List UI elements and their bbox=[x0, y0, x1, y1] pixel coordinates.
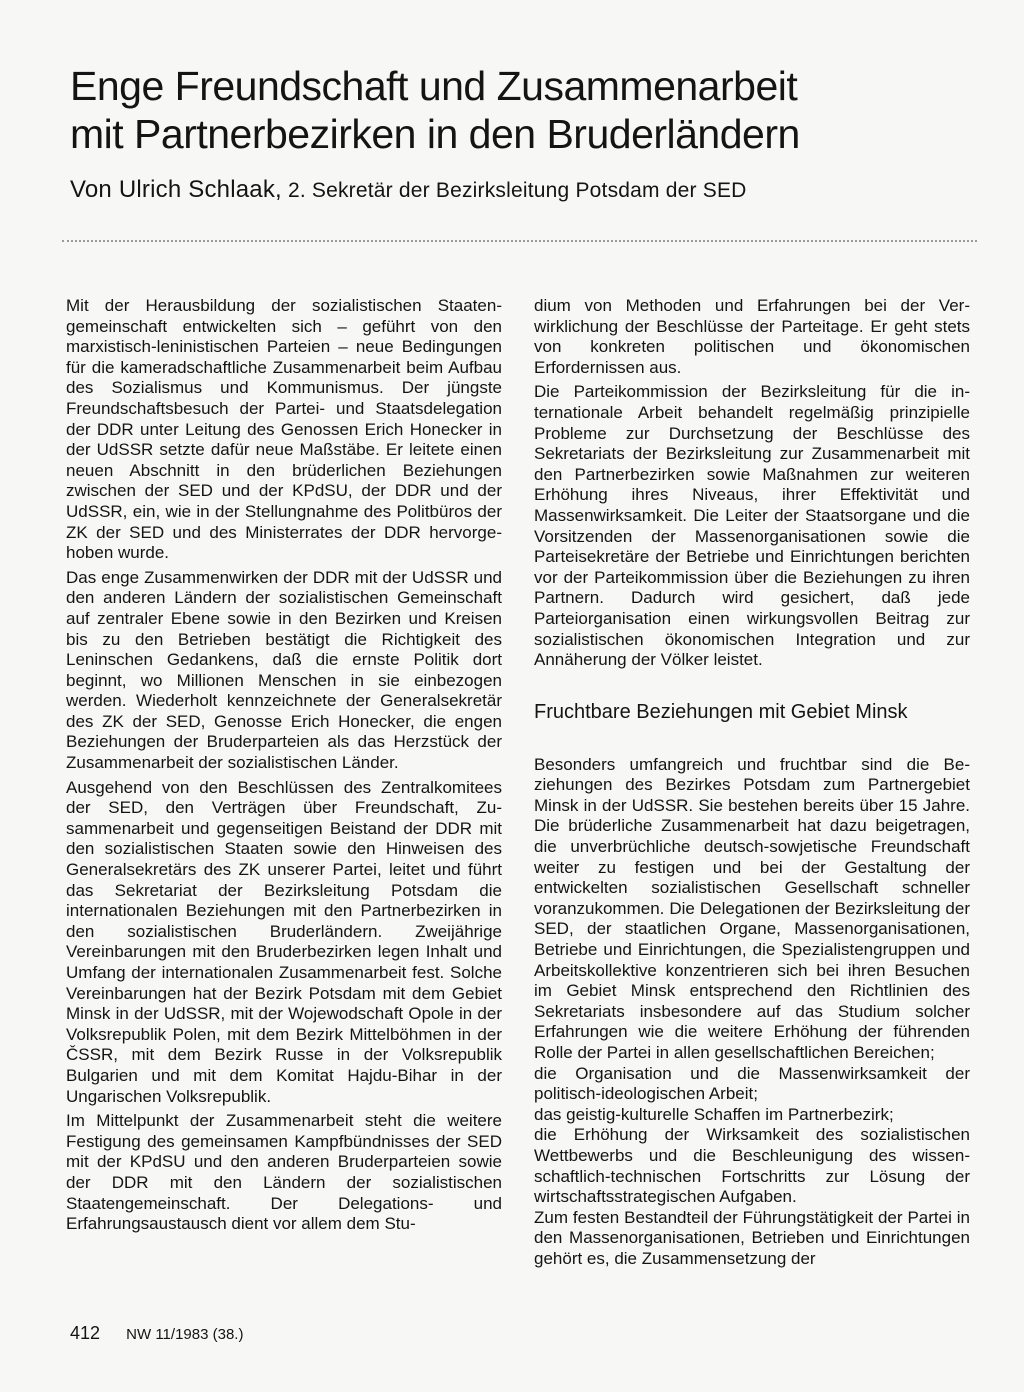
page-number: 412 bbox=[70, 1323, 101, 1343]
paragraph: Mit der Herausbildung der sozialistischen Staatengemeinschaft entwickelten sich – geführt von den marxistisch-leninistischen Parteien – neue Bedingungen für die kameradschaftliche Zusammenarbeit beim Aufbau des Sozialismus und Kommunismus. Der jüngste Freundschaftsbesuch der Partei- und Staatsdelegation der DDR unter Leitung des Genossen Erich Honecker in der UdSSR setzte dafür neue Maßstäbe. Er leitete einen neuen Abschnitt in den brüderlichen Beziehungen zwischen der SED und der KPdSU, der DDR und der UdSSR, ein, wie in der Stellungnahme des Politbüros der ZK der SED und des Ministerrates der DDR hervorgehoben wurde. bbox=[66, 296, 502, 563]
paragraph: Das enge Zusammenwirken der DDR mit der UdSSR und den anderen Ländern der sozialistischen Gemeinschaft auf zentraler Ebene sowie in den Bezirken und Kreisen bis zu den Betrieben bestätigt die Richtigkeit des Leninschen Gedankens, daß die ernste Politik dort beginnt, wo Millionen Menschen in sie einbezogen werden. Wiederholt kennzeichnete der Generalsekretär des ZK der SED, Genosse Erich Honecker, die engen Beziehungen der Bruderparteien als das Herzstück der Zusammenarbeit der sozialistischen Länder. bbox=[66, 567, 502, 773]
separator-rule bbox=[62, 240, 977, 242]
paragraph: Zum festen Bestandteil der Führungstätigkeit der Partei in den Massenorganisationen, Betrieben und Einrichtungen gehört es, die Zusammensetzung der bbox=[534, 1207, 970, 1268]
article-title-line-2: mit Partnerbezirken in den Bruderländern bbox=[70, 111, 800, 157]
article-title bbox=[70, 62, 970, 158]
article-title-line-1: Enge Freundschaft und Zusammenarbeit bbox=[70, 63, 798, 109]
paragraph: dium von Methoden und Erfahrungen bei der Verwirklichung der Beschlüsse der Parteitage. Er geht stets von konkreten politischen und ökonomischen Erfordernissen aus. bbox=[534, 296, 970, 377]
paragraph: Besonders umfangreich und fruchtbar sind die Beziehungen des Bezirkes Potsdam zum Partnergebiet Minsk in der UdSSR. Sie bestehen bereits über 15 Jahre. Die brüderliche Zusammenarbeit hat dazu beigetragen, die unverbrüchliche deutsch-sowjetische Freundschaft weiter zu festigen und bei der Gestaltung der entwickelten sozialistischen Gesellschaft schneller voranzukommen. Die Delegationen der Bezirksleitung der SED, der staatlichen Organe, Massenorganisationen, Betriebe und Einrichtungen, die Spezialistengruppen und Arbeitskollektive konzentrieren sich bei ihren Besuchen im Gebiet Minsk entsprechend den Richtlinien des Sekretariats insbesondere auf das Studium solcher Erfahrungen wie die weitere Erhöhung der führenden Rolle der Partei in allen gesellschaftlichen Bereichen; bbox=[534, 754, 970, 1062]
author-role: 2. Sekretär der Bezirksleitung Potsdam der SED bbox=[287, 179, 747, 202]
paragraph: Im Mittelpunkt der Zusammenarbeit steht die weitere Festigung des gemeinsamen Kampfbündnisses der SED mit der KPdSU und den anderen Bruderparteien sowie der DDR mit den Ländern der sozialistischen Staatengemeinschaft. Der Delegations- und Erfahrungsaustausch dient vor allem dem Stu- bbox=[66, 1111, 502, 1234]
issue-reference: NW 11/1983 (38.) bbox=[126, 1326, 244, 1343]
paragraph: Ausgehend von den Beschlüssen des Zentralkomitees der SED, den Verträgen über Freundschaft, Zusammenarbeit und gegenseitigen Beistand der DDR mit den sozialistischen Staaten sowie den Hinweisen des Generalsekretärs des ZK unserer Partei, leitet und führt das Sekretariat der Bezirksleitung Potsdam die internationalen Beziehungen mit den Partnerbezirken in den sozialistischen Bruderländern. Zweijährige Vereinbarungen mit den Bruderbezirken legen Inhalt und Umfang der internationalen Zusammenarbeit fest. Solche Vereinbarungen hat der Bezirk Potsdam mit dem Gebiet Minsk in der UdSSR, mit der Wojewodschaft Opole in der Volksrepublik Polen, mit dem Bezirk Mittelböhmen in der ČSSR, mit dem Bezirk Russe in der Volksrepublik Bulgarien und mit dem Komitat Hajdu-Bihar in der Ungarischen Volksrepublik. bbox=[66, 777, 502, 1106]
left-column bbox=[66, 296, 502, 1235]
section-heading: Fruchtbare Beziehungen mit Gebiet Minsk bbox=[534, 700, 908, 723]
paragraph: Die Parteikommission der Bezirksleitung für die internationale Arbeit behandelt regelmäßig prinzipielle Probleme zur Durchsetzung der Beschlüsse des Sekretariats der Bezirksleitung zur Zusammenarbeit mit den Partnerbezirken sowie Maßnahmen zur weiteren Erhöhung ihres Niveaus, ihrer Effektivität und Massenwirksamkeit. Die Leiter der Staatsorgane und die Vorsitzenden der Massenorganisationen sowie die Parteisekretäre der Betriebe und Einrichtungen berichten vor der Parteikommission über die Beziehungen zu ihren Partnern. Dadurch wird gesichert, daß jede Parteiorganisation einen wirkungsvollen Beitrag zur sozialistischen ökonomischen Integration und zur Annäherung der Völker leistet. bbox=[534, 382, 970, 670]
list-item: die Erhöhung der Wirksamkeit des sozialistischen Wettbewerbs und die Beschleunigung des wissenschaftlich-technischen Fortschritts zur Lösung der wirtschaftsstrategischen Aufgaben. bbox=[534, 1125, 970, 1207]
byline bbox=[70, 176, 747, 205]
list-item: das geistig-kulturelle Schaffen im Partnerbezirk; bbox=[534, 1104, 894, 1124]
author-name: Von Ulrich Schlaak, bbox=[70, 176, 282, 203]
right-column bbox=[534, 296, 970, 1270]
page-footer bbox=[70, 1323, 243, 1344]
list-item: die Organisation und die Massenwirksamkeit der politisch-ideologischen Arbeit; bbox=[534, 1063, 970, 1104]
